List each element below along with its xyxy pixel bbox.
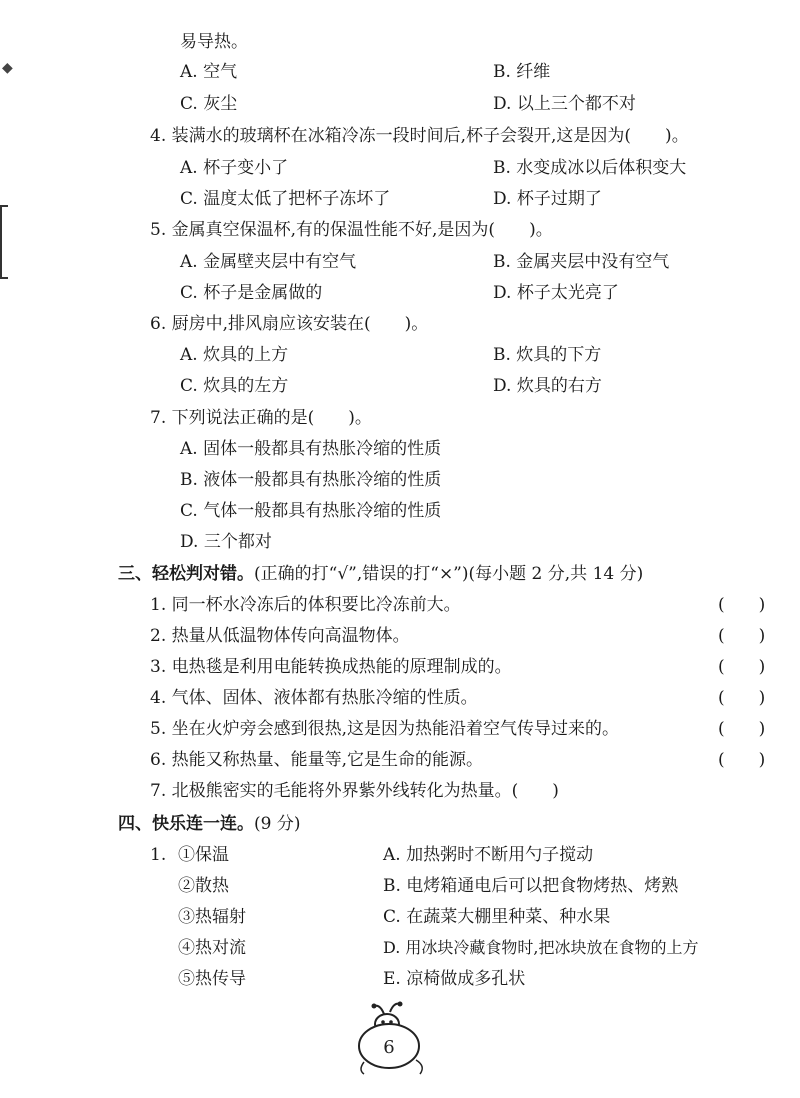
q4-option-d: D. 杯子过期了 bbox=[493, 189, 602, 209]
match-right-a[interactable]: A. 加热粥时不断用勺子搅动 bbox=[383, 845, 594, 865]
judge-answer-5[interactable]: ( ) bbox=[718, 719, 766, 739]
q5-option-c: C. 杯子是金属做的 bbox=[180, 283, 323, 303]
q3-option-a: A. 空气 bbox=[180, 62, 238, 82]
q5-option-a: A. 金属壁夹层中有空气 bbox=[180, 252, 357, 272]
judge-item-7: 7. 北极熊密实的毛能将外界紫外线转化为热量。( ) bbox=[150, 781, 559, 801]
page-number-badge bbox=[354, 1000, 444, 1080]
section-3-note: (正确的打“√”,错误的打“×”)(每小题 2 分,共 14 分) bbox=[254, 564, 644, 584]
match-right-c[interactable]: C. 在蔬菜大棚里种菜、种水果 bbox=[383, 907, 611, 927]
judge-item-4: 4. 气体、固体、液体都有热胀冷缩的性质。 bbox=[150, 688, 478, 708]
q7-option-b: B. 液体一般都具有热胀冷缩的性质 bbox=[180, 470, 442, 490]
judge-item-3: 3. 电热毯是利用电能转换成热能的原理制成的。 bbox=[150, 657, 512, 677]
match-left-4[interactable]: ④热对流 bbox=[178, 938, 246, 958]
match-left-2[interactable]: ②散热 bbox=[178, 876, 229, 896]
judge-item-1: 1. 同一杯水冷冻后的体积要比冷冻前大。 bbox=[150, 595, 461, 615]
match-left-3[interactable]: ③热辐射 bbox=[178, 907, 246, 927]
margin-bracket bbox=[0, 205, 8, 279]
q6-option-c: C. 炊具的左方 bbox=[180, 376, 289, 396]
section-3-heading bbox=[118, 562, 643, 586]
judge-answer-1[interactable]: ( ) bbox=[718, 595, 766, 615]
q6-option-b: B. 炊具的下方 bbox=[493, 345, 602, 365]
match-left-5[interactable]: ⑤热传导 bbox=[178, 969, 246, 989]
q5-option-b: B. 金属夹层中没有空气 bbox=[493, 252, 670, 272]
q4-stem: 4. 装满水的玻璃杯在冰箱冷冻一段时间后,杯子会裂开,这是因为( )。 bbox=[150, 126, 689, 146]
judge-answer-3[interactable]: ( ) bbox=[718, 657, 766, 677]
q7-option-c: C. 气体一般都具有热胀冷缩的性质 bbox=[180, 501, 442, 521]
match-right-e[interactable]: E. 凉椅做成多孔状 bbox=[383, 969, 526, 989]
section-4-title: 四、快乐连一连。 bbox=[118, 814, 254, 834]
match-left-1[interactable]: ①保温 bbox=[178, 845, 229, 865]
judge-answer-2[interactable]: ( ) bbox=[718, 626, 766, 646]
q4-option-c: C. 温度太低了把杯子冻坏了 bbox=[180, 189, 391, 209]
q6-stem: 6. 厨房中,排风扇应该安装在( )。 bbox=[150, 314, 429, 334]
match-right-b[interactable]: B. 电烤箱通电后可以把食物烤热、烤熟 bbox=[383, 876, 679, 896]
match-right-d[interactable]: D. 用冰块冷藏食物时,把冰块放在食物的上方 bbox=[383, 938, 699, 957]
judge-answer-6[interactable]: ( ) bbox=[718, 750, 766, 770]
q5-stem: 5. 金属真空保温杯,有的保温性能不好,是因为( )。 bbox=[150, 220, 553, 240]
q3-option-b: B. 纤维 bbox=[493, 62, 551, 82]
q4-option-b: B. 水变成冰以后体积变大 bbox=[493, 158, 687, 178]
judge-item-6: 6. 热能又称热量、能量等,它是生命的能源。 bbox=[150, 750, 484, 770]
margin-blot-icon: ◆ bbox=[2, 60, 13, 76]
q4-option-a: A. 杯子变小了 bbox=[180, 158, 289, 178]
match-question-number: 1. bbox=[150, 845, 167, 865]
q7-option-a: A. 固体一般都具有热胀冷缩的性质 bbox=[180, 439, 442, 459]
q3-option-c: C. 灰尘 bbox=[180, 94, 238, 114]
q3-stem-tail: 易导热。 bbox=[180, 32, 248, 52]
section-4-note: (9 分) bbox=[254, 814, 301, 834]
section-4-heading bbox=[118, 812, 300, 836]
judge-item-5: 5. 坐在火炉旁会感到很热,这是因为热能沿着空气传导过来的。 bbox=[150, 719, 620, 739]
q6-option-a: A. 炊具的上方 bbox=[180, 345, 289, 365]
q5-option-d: D. 杯子太光亮了 bbox=[493, 283, 619, 303]
caterpillar-icon bbox=[354, 1000, 444, 1080]
q7-stem: 7. 下列说法正确的是( )。 bbox=[150, 408, 372, 428]
q7-option-d: D. 三个都对 bbox=[180, 532, 272, 552]
section-3-title: 三、轻松判对错。 bbox=[118, 564, 254, 584]
q6-option-d: D. 炊具的右方 bbox=[493, 376, 602, 396]
page-number: 6 bbox=[383, 1037, 395, 1058]
judge-answer-4[interactable]: ( ) bbox=[718, 688, 766, 708]
q3-option-d: D. 以上三个都不对 bbox=[493, 94, 636, 114]
judge-item-2: 2. 热量从低温物体传向高温物体。 bbox=[150, 626, 410, 646]
